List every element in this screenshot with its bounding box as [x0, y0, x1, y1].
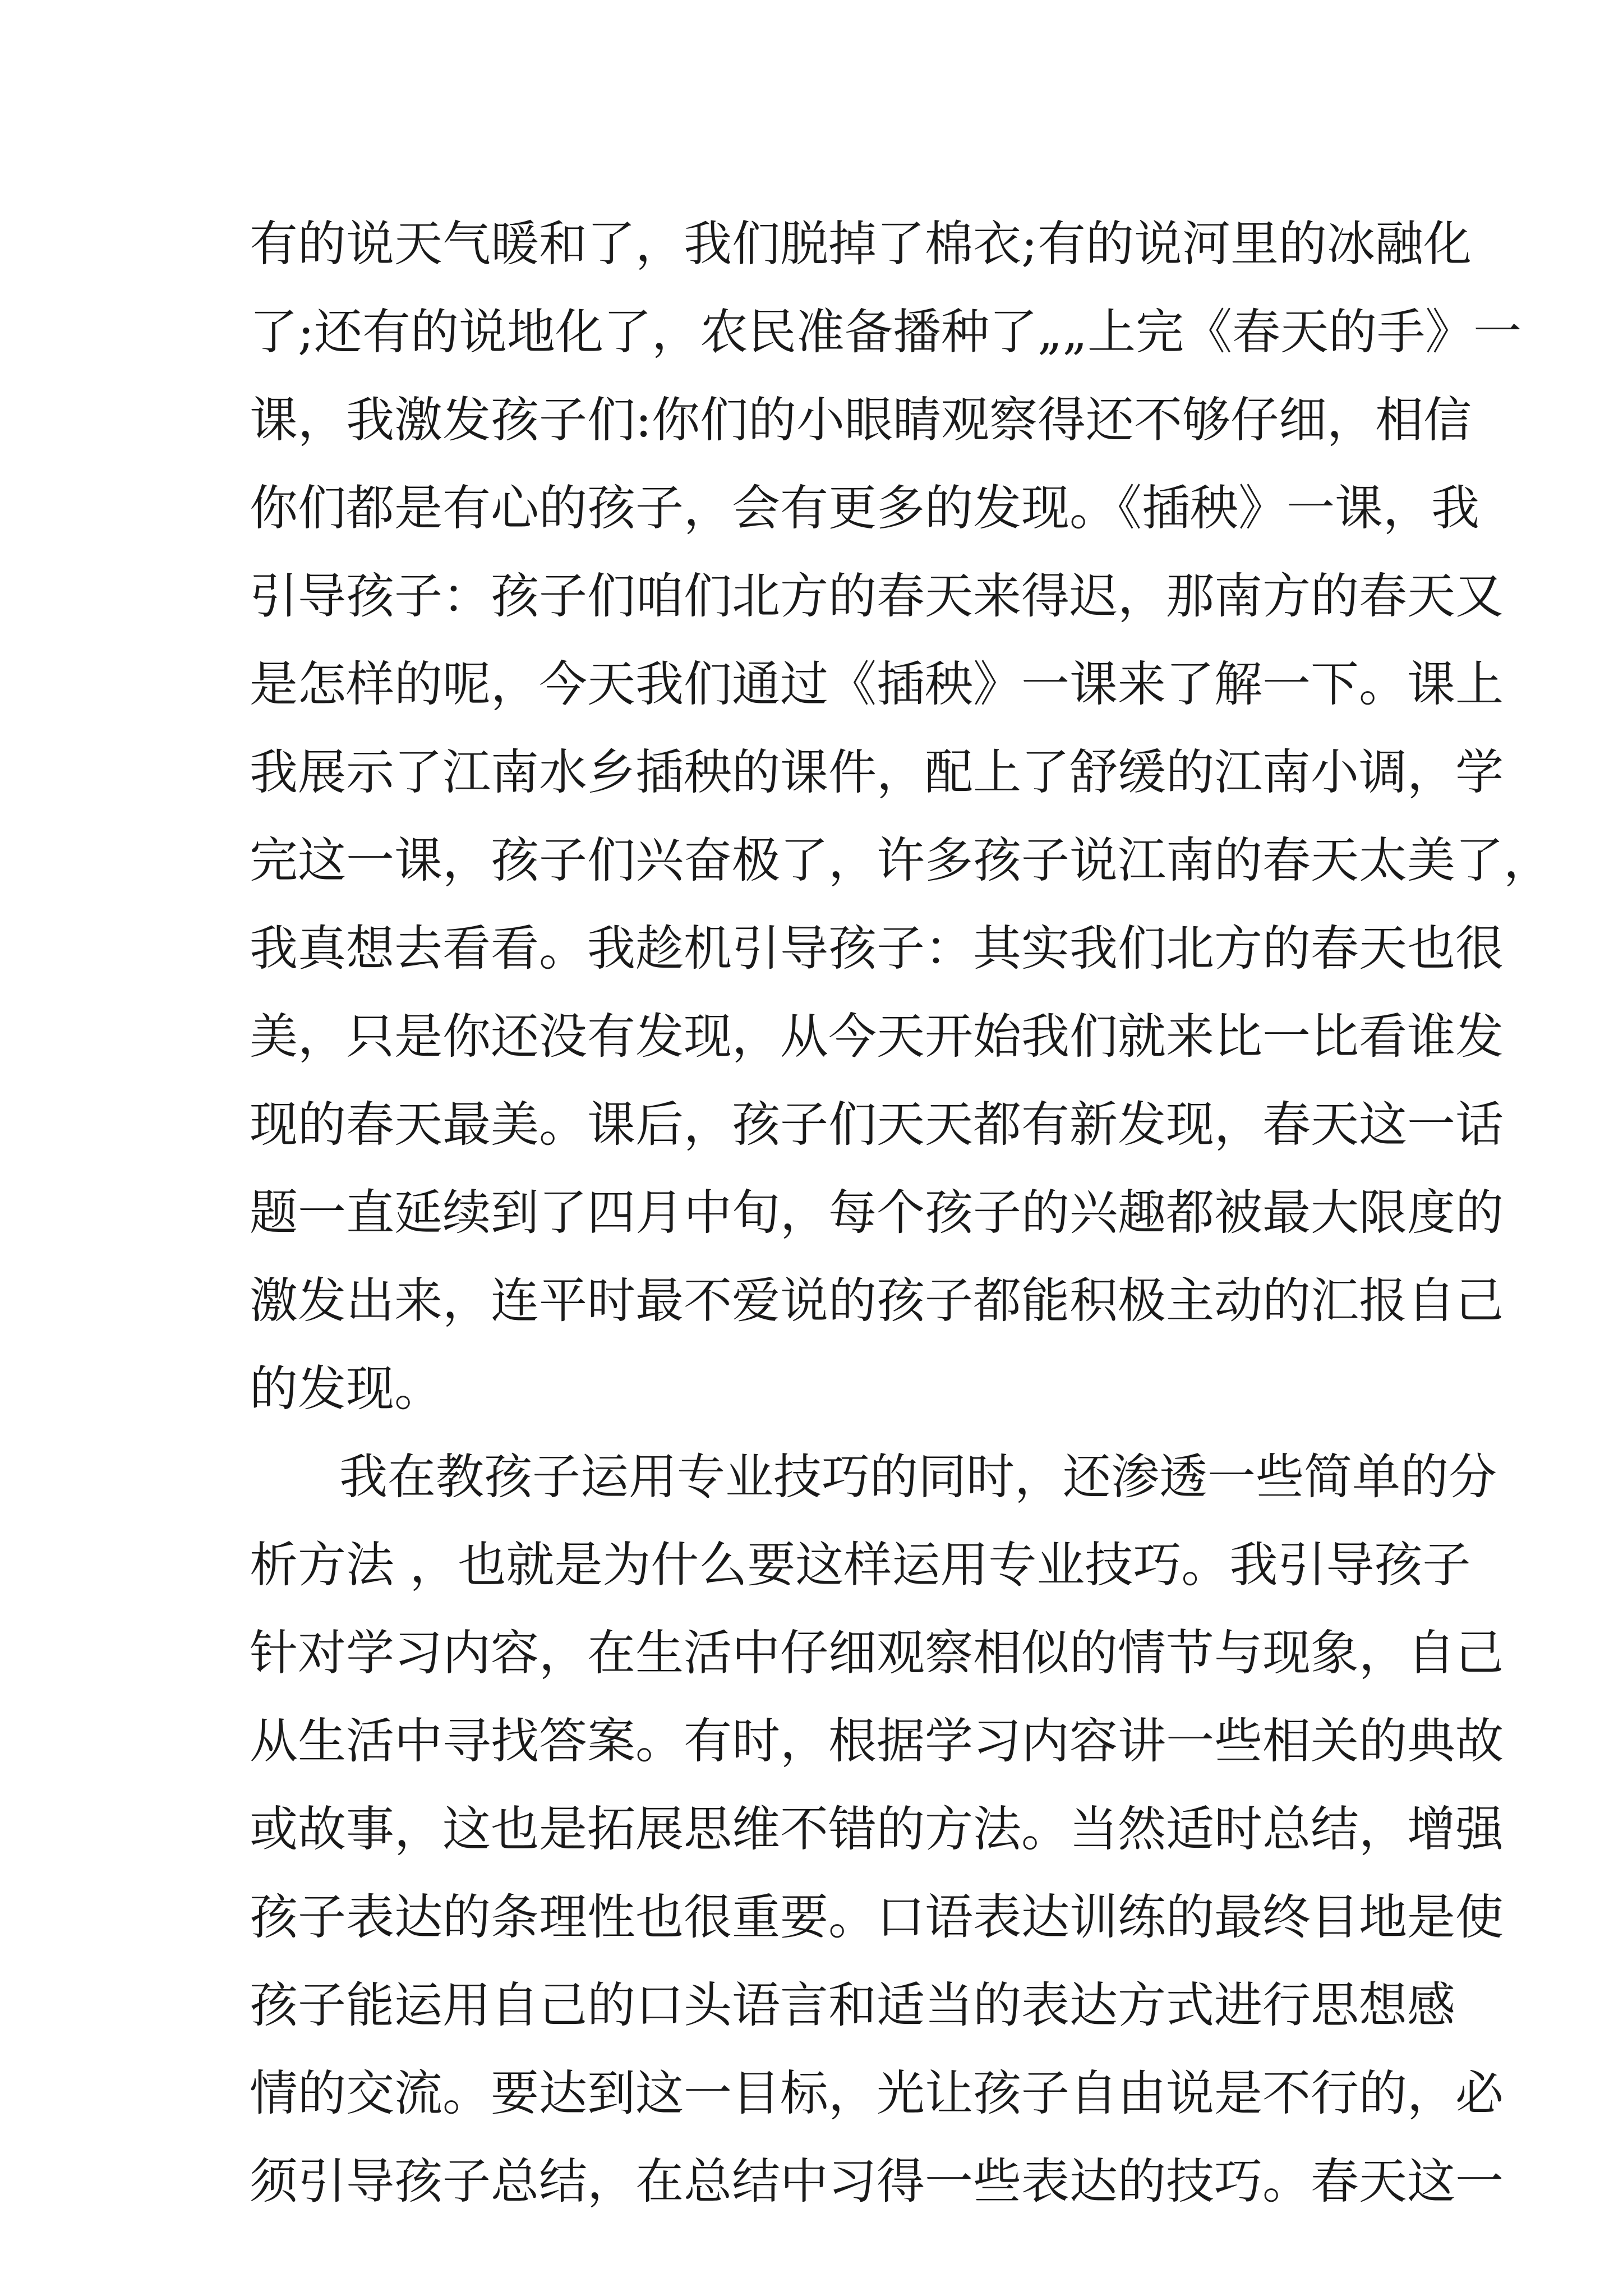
text-line: 美，只是你还没有发现，从今天开始我们就来比一比看谁发 [250, 1009, 1504, 1065]
text-line: 析方法 ，也就是为什么要这样运用专业技巧。我引导孩子 [250, 1537, 1471, 1593]
text-line: 是怎样的呢，今天我们通过《插秧》一课来了解一下。课上 [250, 656, 1504, 712]
text-line: 课，我激发孩子们:你们的小眼睛观察得还不够仔细，相信 [250, 392, 1472, 448]
text-line: 针对学习内容，在生活中仔细观察相似的情节与现象，自己 [250, 1625, 1504, 1681]
text-line: 从生活中寻找答案。有时，根据学习内容讲一些相关的典故 [250, 1713, 1504, 1769]
text-line: 孩子表达的条理性也很重要。口语表达训练的最终目地是使 [250, 1889, 1504, 1945]
text-line: 孩子能运用自己的口头语言和适当的表达方式进行思想感 [250, 1977, 1455, 2033]
text-line: 了;还有的说地化了，农民准备播种了„„上完《春天的手》一 [250, 304, 1522, 360]
text-line: 须引导孩子总结，在总结中习得一些表达的技巧。春天这一 [250, 2154, 1504, 2210]
text-line: 我在教孩子运用专业技巧的同时，还渗透一些简单的分 [339, 1449, 1497, 1505]
text-line: 或故事，这也是拓展思维不错的方法。当然适时总结，增强 [250, 1801, 1504, 1857]
text-line: 完这一课，孩子们兴奋极了，许多孩子说江南的春天太美了， [250, 832, 1552, 889]
text-line: 引导孩子：孩子们咱们北方的春天来得迟，那南方的春天又 [250, 568, 1504, 624]
text-line: 情的交流。要达到这一目标，光让孩子自由说是不行的，必 [250, 2065, 1504, 2122]
text-line: 的发现。 [250, 1361, 442, 1417]
text-line: 激发出来，连平时最不爱说的孩子都能积极主动的汇报自己 [250, 1273, 1504, 1329]
text-line: 现的春天最美。课后，孩子们天天都有新发现，春天这一话 [250, 1097, 1504, 1153]
text-line: 题一直延续到了四月中旬，每个孩子的兴趣都被最大限度的 [250, 1185, 1504, 1241]
text-line: 你们都是有心的孩子，会有更多的发现。《插秧》一课，我 [250, 480, 1479, 536]
text-line: 我真想去看看。我趁机引导孩子：其实我们北方的春天也很 [250, 921, 1504, 977]
text-line: 有的说天气暖和了，我们脱掉了棉衣;有的说河里的冰融化 [250, 216, 1472, 272]
text-line: 我展示了江南水乡插秧的课件，配上了舒缓的江南小调，学 [250, 744, 1504, 800]
